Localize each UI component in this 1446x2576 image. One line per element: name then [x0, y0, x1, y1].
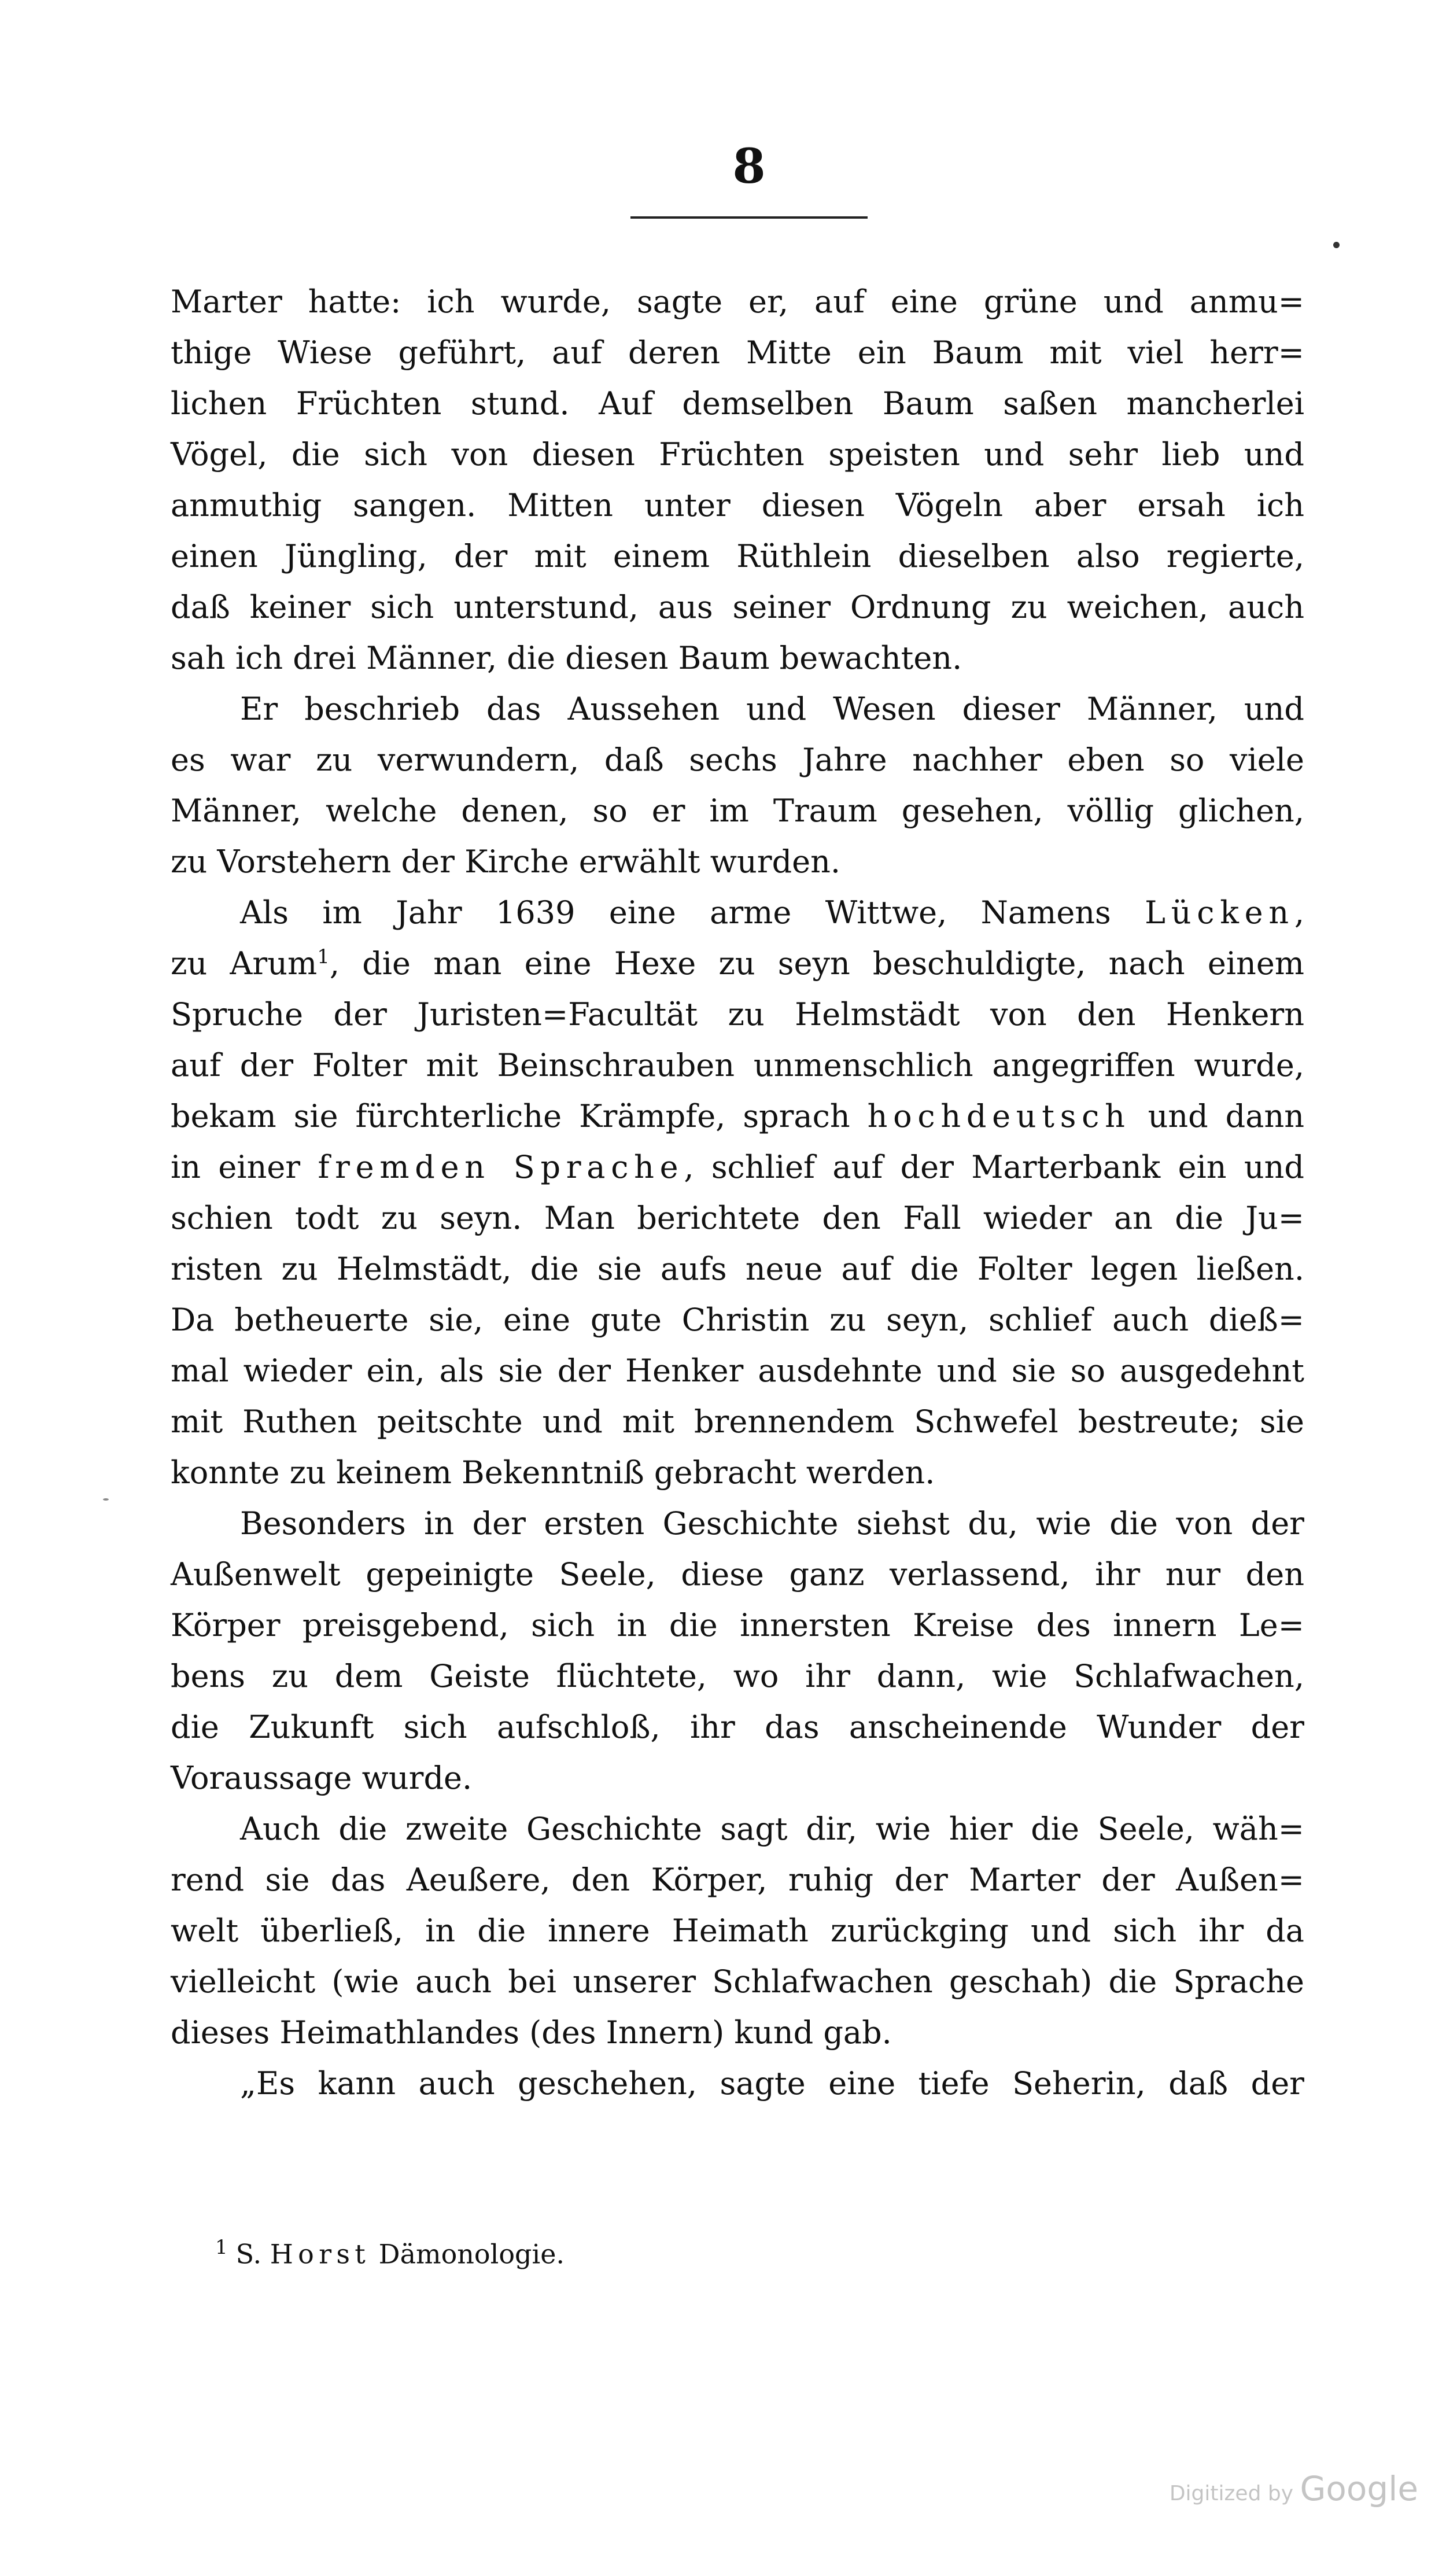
text-line: schien todt zu seyn. Man berichtete den Fall wieder an die Ju=	[171, 1200, 1304, 1236]
text-line: Außenwelt gepeinigte Seele, diese ganz verlassend, ihr nur den	[171, 1556, 1304, 1593]
text-line: Marter hatte: ich wurde, sagte er, auf eine grüne und anmu=	[171, 283, 1304, 320]
text-line	[171, 938, 1304, 989]
body-text	[171, 277, 1304, 2109]
text-line: Voraussage wurde.	[171, 1760, 473, 1796]
paragraph-6	[171, 2058, 1304, 2109]
text-line: daß keiner sich unterstund, aus seiner Ordnung zu weichen, auch	[171, 589, 1304, 625]
text-line: mal wieder ein, als sie der Henker ausdehnte und sie so ausgedehnt	[171, 1353, 1304, 1389]
text-line: einen Jüngling, der mit einem Rüthlein dieselben also regierte,	[171, 538, 1304, 574]
text-run: , schlief auf der Marterbank ein und	[684, 1149, 1305, 1185]
text-run: zu Arum	[171, 945, 318, 982]
footnote-mark: 1	[215, 2236, 228, 2259]
emphasized-phrase: fremden Sprache	[318, 1149, 684, 1185]
print-speck	[1333, 242, 1340, 248]
text-run: in einer	[171, 1149, 318, 1185]
print-speck	[103, 1498, 109, 1501]
paragraph-5	[171, 1804, 1304, 2058]
footnote-author: Horst	[270, 2238, 371, 2270]
text-line: thige Wiese geführt, auf deren Mitte ein Baum mit viel herr=	[171, 334, 1304, 371]
text-line: sah ich drei Männer, die diesen Baum bewachten.	[171, 640, 962, 676]
footnote-text: Dämonologie.	[370, 2238, 565, 2270]
text-line: zu Vorstehern der Kirche erwählt wurden.	[171, 843, 841, 880]
text-line: Besonders in der ersten Geschichte siehst du, wie die von der	[240, 1505, 1304, 1542]
text-line: vielleicht (wie auch bei unserer Schlafwachen geschah) die Sprache	[171, 1963, 1304, 2000]
text-line: Männer, welche denen, so er im Traum gesehen, völlig glichen,	[171, 793, 1304, 829]
digitized-watermark	[1170, 2469, 1418, 2508]
text-run: Als im Jahr 1639 eine arme Wittwe, Namens	[240, 894, 1145, 931]
text-line: rend sie das Aeußere, den Körper, ruhig der Marter der Außen=	[171, 1862, 1304, 1898]
page-number: 8	[732, 139, 766, 194]
text-line	[171, 1091, 1304, 1142]
header-rule	[630, 216, 868, 219]
text-line: Auch die zweite Geschichte sagt dir, wie hier die Seele, wäh=	[240, 1811, 1304, 1847]
text-line: Spruche der Juristen=Facultät zu Helmstädt von den Henkern	[171, 996, 1304, 1033]
text-line: Körper preisgebend, sich in die innersten Kreise des innern Le=	[171, 1607, 1304, 1643]
text-line: anmuthig sangen. Mitten unter diesen Vögeln aber ersah ich	[171, 487, 1304, 524]
text-line: Vögel, die sich von diesen Früchten speisten und sehr lieb und	[171, 436, 1304, 473]
watermark-prefix: Digitized by	[1169, 2482, 1300, 2505]
footnote-reference: 1	[317, 945, 330, 968]
text-line: mit Ruthen peitschte und mit brennendem Schwefel bestreute; sie	[171, 1403, 1304, 1440]
emphasized-word: hochdeutsch	[867, 1098, 1131, 1134]
text-run: , die man eine Hexe zu seyn beschuldigte, nach einem	[329, 945, 1304, 982]
text-line: risten zu Helmstädt, die sie aufs neue auf die Folter legen ließen.	[171, 1251, 1304, 1287]
text-line: bens zu dem Geiste flüchtete, wo ihr dann, wie Schlafwachen,	[171, 1658, 1304, 1694]
text-line: es war zu verwundern, daß sechs Jahre nachher eben so viele	[171, 742, 1304, 778]
text-run: bekam sie fürchterliche Krämpfe, sprach	[171, 1098, 868, 1134]
paragraph-4	[171, 1498, 1304, 1804]
text-line	[171, 1142, 1304, 1193]
paragraph-3	[171, 887, 1304, 1498]
text-line: dieses Heimathlandes (des Innern) kund gab.	[171, 2014, 892, 2051]
paragraph-2	[171, 684, 1304, 887]
text-line: die Zukunft sich aufschloß, ihr das anscheinende Wunder der	[171, 1709, 1304, 1745]
paragraph-1	[171, 277, 1304, 684]
google-logo: Google	[1300, 2469, 1418, 2508]
text-line: welt überließ, in die innere Heimath zurückging und sich ihr da	[171, 1912, 1304, 1949]
footnote-text: S.	[235, 2238, 270, 2270]
text-line: „Es kann auch geschehen, sagte eine tiefe Seherin, daß der	[240, 2065, 1304, 2102]
footnote	[215, 2230, 565, 2271]
text-line: Da betheuerte sie, eine gute Christin zu seyn, schlief auch dieß=	[171, 1302, 1304, 1338]
text-line: auf der Folter mit Beinschrauben unmenschlich angegriffen wurde,	[171, 1047, 1304, 1084]
text-line	[171, 887, 1304, 938]
text-run: und dann	[1130, 1098, 1304, 1134]
text-run: ,	[1294, 894, 1304, 931]
emphasized-name: Lücken	[1145, 894, 1294, 931]
text-line: konnte zu keinem Bekenntniß gebracht werden.	[171, 1454, 935, 1491]
text-line: lichen Früchten stund. Auf demselben Baum saßen mancherlei	[171, 385, 1304, 422]
text-line: Er beschrieb das Aussehen und Wesen dieser Männer, und	[240, 691, 1304, 727]
